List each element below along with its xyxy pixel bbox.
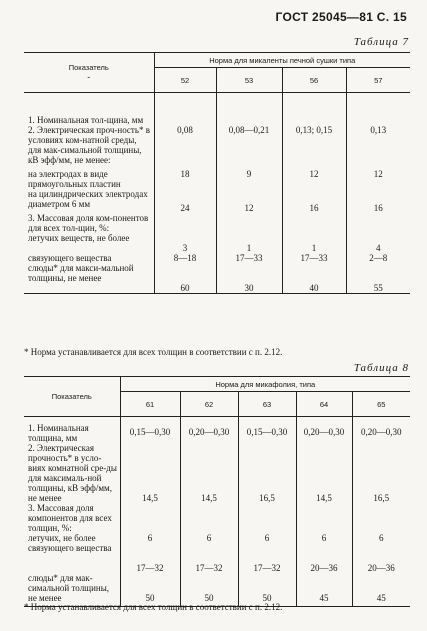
table8-cell: 6 [120,533,180,543]
table7-cell: 17—33 [282,253,346,263]
table7-cell: 30 [216,263,282,294]
table7-type-53: 53 [216,68,282,93]
table8-caption: Таблица 8 [353,362,409,374]
table8-cell: 50 [238,573,296,607]
table8-type-63: 63 [238,392,296,417]
table8-cell: 0,20—0,30 [352,417,410,444]
table8-type-64: 64 [296,392,352,417]
table7-cell: 8—18 [154,253,216,263]
table7-caption: Таблица 7 [353,36,409,48]
table8-cell: 0,15—0,30 [120,417,180,444]
table7-footnote: * Норма устанавливается для всех толщин в соответствии с п. 2.12. [24,347,283,357]
table7-cell: 2—8 [346,253,410,263]
table7-cell: 18 [154,165,216,189]
table7-cell: 0,13; 0,15 [282,93,346,166]
table7-cell: 9 [216,165,282,189]
table8-row-label: летучих, не более [28,533,96,543]
table7-type-56: 56 [282,68,346,93]
table7-cell: 55 [346,263,410,294]
table8 [24,376,410,607]
table7-row-label: на цилиндрических электродах диаметром 6 мм [28,189,148,209]
table8-cell: 6 [352,533,410,543]
table7-cell: 4 [346,233,410,253]
table7-cell: 16 [346,189,410,213]
table7-cell: 12 [282,165,346,189]
table7-cell: 0,13 [346,93,410,166]
table8-cell: 6 [238,533,296,543]
table8-row-label: слюды* для мак-симальной толщины, не менее [24,573,120,607]
table8-cell: 6 [296,533,352,543]
table8-cell: 17—32 [238,543,296,573]
table7-cell: 60 [154,263,216,294]
table7-cell: 12 [216,189,282,213]
table8-group-header: Норма для микафолия, типа [120,377,410,392]
table8-type-62: 62 [180,392,238,417]
table8-cell: 45 [352,573,410,607]
page-header: ГОСТ 25045—81 С. 15 [275,10,407,24]
table7-group-header: Норма для микаленты печной сушки типа [154,53,410,68]
table7-row-label: 1. Номинальная тол-щина, мм 2. Электрическая проч-ность* в условиях ком-натной среды, для мак-симальной толщины, кВ эфф/мм, не менее: [28,115,150,165]
table7 [24,52,410,294]
table7-cell: 3 [154,233,216,253]
table8-cell: 6 [180,533,238,543]
table7-cell: 1 [282,233,346,253]
table8-cell: 20—36 [296,543,352,573]
table7-row-label: слюды* для макси-мальной толщины, не менее [24,263,154,294]
table7-col-header: Показатель - [24,53,154,93]
table7-row-label: 3. Массовая доля ком-понентов для всех тол-щин, %: [28,213,149,233]
table7-cell: 16 [282,189,346,213]
table8-row-label: связующего вещества [28,543,112,553]
table8-cell: 14,5 [180,443,238,503]
table7-cell: 0,08 [154,93,216,166]
table7-cell: 0,08—0,21 [216,93,282,166]
table8-cell: 20—36 [352,543,410,573]
table8-footnote: * Норма устанавливается для всех толщин в соответствии с п. 2.12. [24,602,283,612]
table8-row-label: 1. Номинальная толщина, мм [28,423,89,443]
table7-cell: 24 [154,189,216,213]
table8-type-61: 61 [120,392,180,417]
table7-type-57: 57 [346,68,410,93]
table8-cell: 16,5 [238,443,296,503]
table8-cell: 45 [296,573,352,607]
table7-cell: 40 [282,263,346,294]
table8-cell: 0,20—0,30 [180,417,238,444]
table8-type-65: 65 [352,392,410,417]
table8-row-label: 3. Массовая доля компонентов для всех толщин, %: [28,503,112,533]
table8-row-label: 2. Электрическая прочность* в усло-виях комнатной сре-ды для максималь-ной толщины, кВ эфф/мм, не менее [28,443,117,503]
table7-cell: 17—33 [216,253,282,263]
table7-row-label: летучих веществ, не более [28,233,130,243]
table8-cell: 17—32 [180,543,238,573]
table8-cell: 17—32 [120,543,180,573]
table7-row-label: на электродах в виде прямоугольных пластин [28,169,121,189]
table8-cell: 0,20—0,30 [296,417,352,444]
table7-type-52: 52 [154,68,216,93]
table8-cell: 14,5 [120,443,180,503]
table7-cell: 12 [346,165,410,189]
table8-cell: 0,15—0,30 [238,417,296,444]
table8-cell: 50 [120,573,180,607]
table7-cell: 1 [216,233,282,253]
table8-cell: 16,5 [352,443,410,503]
table7-row-label: связующего вещества [28,253,112,263]
table8-cell: 14,5 [296,443,352,503]
table8-col-header: Показатель [24,377,120,417]
table8-cell: 50 [180,573,238,607]
